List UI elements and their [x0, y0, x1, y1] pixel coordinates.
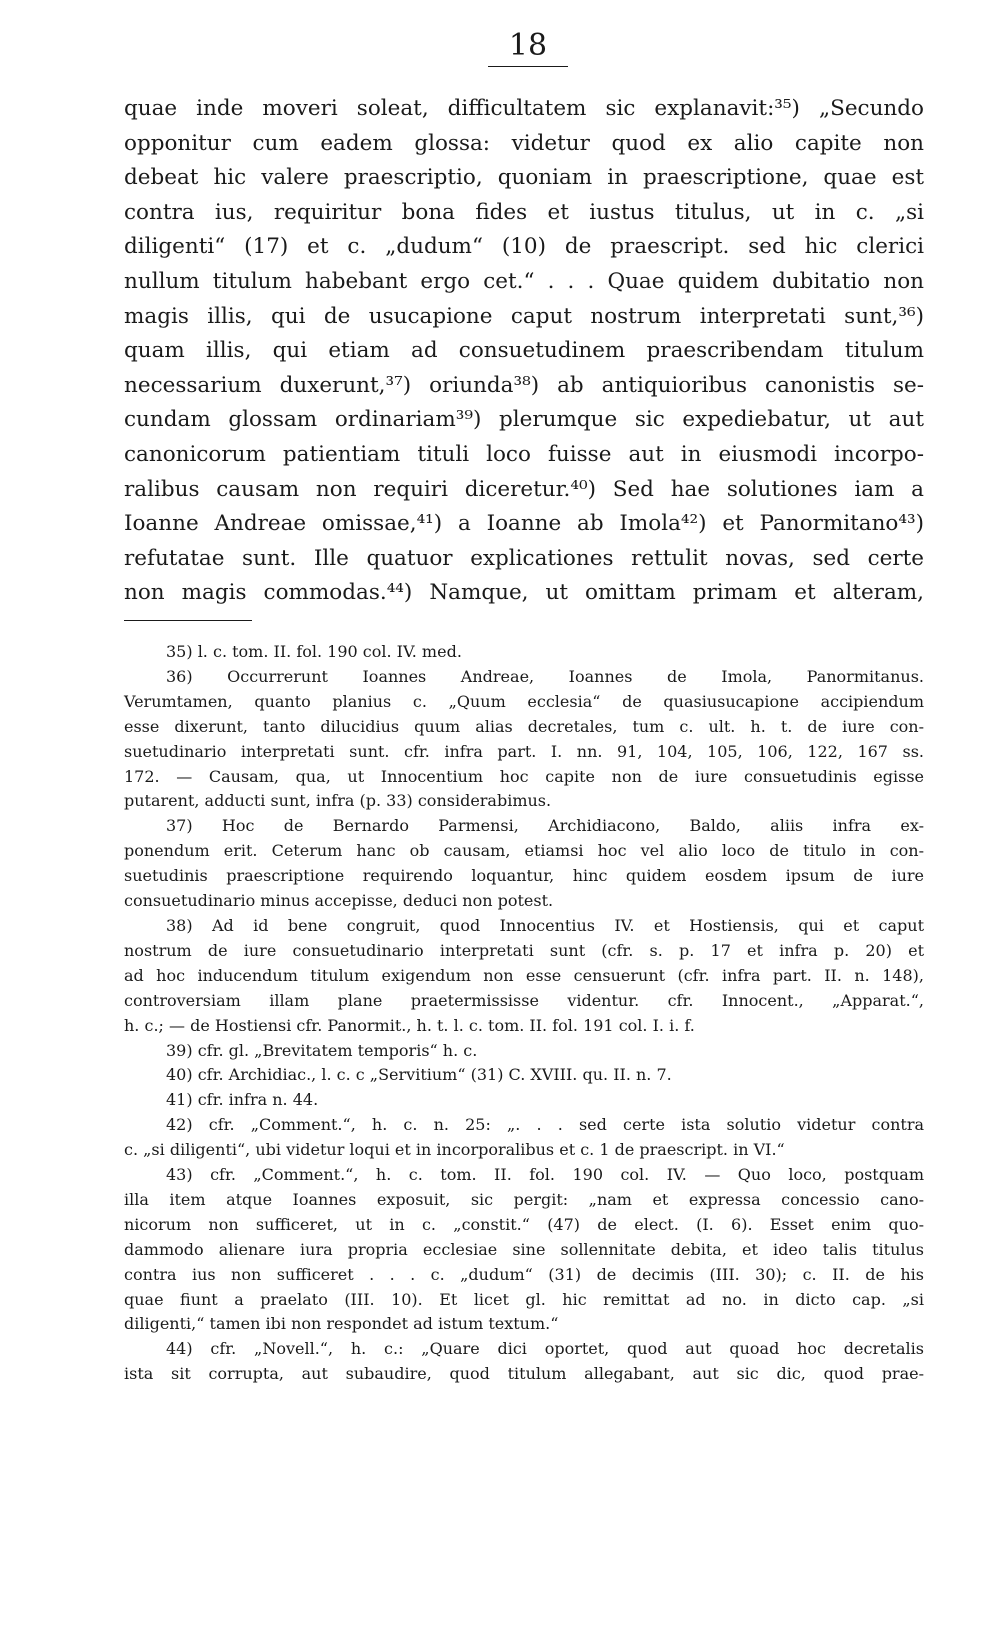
main-text-line: Ioanne Andreae omissae,⁴¹) a Ioanne ab Imola⁴²) et Panormitano⁴³) [124, 511, 924, 537]
main-text-line: magis illis, qui de usucapione caput nostrum interpretati sunt,³⁶) [124, 303, 924, 329]
footnote-line: 37) Hoc de Bernardo Parmensi, Archidiacono, Baldo, aliis infra ex- [166, 816, 924, 836]
footnote-line: c. „si diligenti“, ubi videtur loqui et in incorporalibus et c. 1 de praescript. in VI.“ [124, 1140, 785, 1160]
footnote-line: 39) cfr. gl. „Brevitatem temporis“ h. c. [166, 1040, 478, 1060]
footnote-line: ad hoc inducendum titulum exigendum non esse censuerunt (cfr. infra part. II. n. 148), [124, 965, 924, 985]
footnote-line: quae fiunt a praelato (III. 10). Et licet gl. hic remittat ad no. in dicto cap. „si [124, 1289, 924, 1309]
page-number-rule [488, 66, 568, 67]
footnote-line: suetudinario interpretati sunt. cfr. infra part. I. nn. 91, 104, 105, 106, 122, 167 ss. [124, 741, 924, 761]
footnote-line: 43) cfr. „Comment.“, h. c. tom. II. fol. 190 col. IV. — Quo loco, postquam [166, 1165, 924, 1185]
main-text-line: necessarium duxerunt,³⁷) oriunda³⁸) ab antiquioribus canonistis se- [124, 372, 924, 398]
footnote-line: consuetudinario minus accepisse, deduci non potest. [124, 891, 554, 911]
main-text-line: opponitur cum eadem glossa: videtur quod ex alio capite non [124, 130, 924, 156]
footnote-line: 42) cfr. „Comment.“, h. c. n. 25: „. . . sed certe ista solutio videtur contra [166, 1115, 924, 1135]
footnote-line: illa item atque Ioannes exposuit, sic pergit: „nam et expressa concessio cano- [124, 1189, 924, 1209]
footnote-line: 172. — Causam, qua, ut Innocentium hoc capite non de iure consuetudinis egisse [124, 766, 924, 786]
footnote-separator [124, 620, 252, 621]
footnote-line: contra ius non sufficeret . . . c. „dudum“ (31) de decimis (III. 30); c. II. de his [124, 1264, 924, 1284]
main-text-line: contra ius, requiritur bona fides et iustus titulus, ut in c. „si [124, 199, 924, 225]
footnote-line: 44) cfr. „Novell.“, h. c.: „Quare dici oportet, quod aut quoad hoc decretalis [166, 1339, 924, 1359]
footnote-line: Verumtamen, quanto planius c. „Quum ecclesia“ de quasiusucapione accipiendum [124, 691, 924, 711]
page-number: 18 [508, 28, 548, 63]
main-text-line: diligenti“ (17) et c. „dudum“ (10) de praescript. sed hic clerici [124, 234, 924, 260]
main-text-line: ralibus causam non requiri diceretur.⁴⁰) Sed hae solutiones iam a [124, 476, 924, 502]
footnote-line: esse dixerunt, tanto dilucidius quum alias decretales, tum c. ult. h. t. de iure con- [124, 716, 924, 736]
footnote-line: putarent, adducti sunt, infra (p. 33) considerabimus. [124, 791, 552, 811]
footnote-line: nicorum non sufficeret, ut in c. „constit.“ (47) de elect. (I. 6). Esset enim quo- [124, 1214, 924, 1234]
main-text-line: cundam glossam ordinariam³⁹) plerumque sic expediebatur, ut aut [124, 407, 924, 433]
main-text [124, 92, 924, 611]
footnote-line: 41) cfr. infra n. 44. [166, 1090, 319, 1110]
footnote-line: controversiam illam plane praetermississe videntur. cfr. Innocent., „Apparat.“, [124, 990, 924, 1010]
footnote-line: 40) cfr. Archidiac., l. c. c „Servitium“ (31) C. XVIII. qu. II. n. 7. [166, 1065, 672, 1085]
main-text-line: quam illis, qui etiam ad consuetudinem praescribendam titulum [124, 338, 924, 364]
footnote-line: nostrum de iure consuetudinario interpretati sunt (cfr. s. p. 17 et infra p. 20) et [124, 940, 924, 960]
footnote-line: 38) Ad id bene congruit, quod Innocentius IV. et Hostiensis, qui et caput [166, 915, 924, 935]
main-text-line: canonicorum patientiam tituli loco fuisse aut in eiusmodi incorpo- [124, 441, 924, 467]
footnote-line: ista sit corrupta, aut subaudire, quod titulum allegabant, aut sic dic, quod prae- [124, 1364, 924, 1384]
footnote-line: 35) l. c. tom. II. fol. 190 col. IV. med. [166, 642, 462, 661]
main-text-line: debeat hic valere praescriptio, quoniam in praescriptione, quae est [124, 165, 924, 191]
main-text-line: nullum titulum habebant ergo cet.“ . . . Quae quidem dubitatio non [124, 268, 924, 294]
main-text-line: non magis commodas.⁴⁴) Namque, ut omittam primam et alteram, [124, 580, 924, 606]
footnote-line: suetudinis praescriptione requirendo loquantur, hinc quidem eosdem ipsum de iure [124, 866, 924, 886]
footnote-line: h. c.; — de Hostiensi cfr. Panormit., h. t. l. c. tom. II. fol. 191 col. I. i. f. [124, 1015, 695, 1035]
footnote-line: ponendum erit. Ceterum hanc ob causam, etiamsi hoc vel alio loco de titulo in con- [124, 841, 924, 861]
main-text-line: refutatae sunt. Ille quatuor explicationes rettulit novas, sed certe [124, 545, 924, 571]
footnotes [124, 640, 924, 1387]
footnote-line: 36) Occurrerunt Ioannes Andreae, Ioannes de Imola, Panormitanus. [166, 666, 924, 686]
footnote-line: dammodo alienare iura propria ecclesiae sine sollennitate debita, et ideo talis titulus [124, 1239, 924, 1259]
footnote-line: diligenti,“ tamen ibi non respondet ad istum textum.“ [124, 1314, 559, 1334]
main-text-line: quae inde moveri soleat, difficultatem sic explanavit:³⁵) „Secundo [124, 96, 924, 121]
